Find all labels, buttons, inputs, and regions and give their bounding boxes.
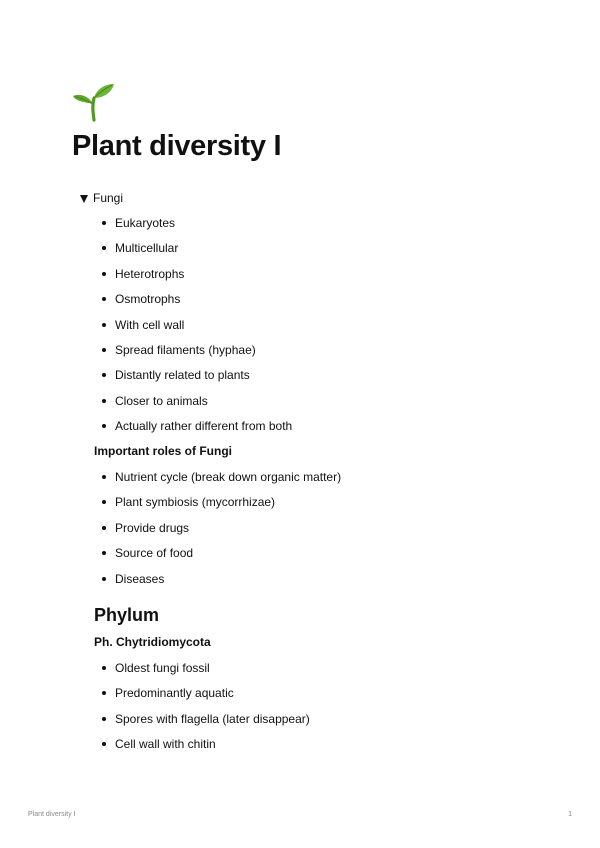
list-item: Heterotrophs bbox=[94, 264, 292, 284]
seedling-icon bbox=[72, 82, 116, 122]
list-item: Spores with flagella (later disappear) bbox=[94, 709, 310, 729]
footer-title: Plant diversity I bbox=[28, 811, 76, 818]
list-item: Cell wall with chitin bbox=[94, 734, 310, 754]
list-item: Actually rather different from both bbox=[94, 416, 292, 436]
chytridiomycota-list bbox=[94, 658, 310, 760]
page-number: 1 bbox=[568, 811, 572, 818]
list-item: Predominantly aquatic bbox=[94, 683, 310, 703]
list-item: With cell wall bbox=[94, 315, 292, 335]
list-item: Osmotrophs bbox=[94, 289, 292, 309]
list-item: Diseases bbox=[94, 569, 341, 589]
list-item: Nutrient cycle (break down organic matter) bbox=[94, 467, 341, 487]
list-item: Source of food bbox=[94, 543, 341, 563]
list-item: Distantly related to plants bbox=[94, 365, 292, 385]
phylum-heading: Phylum bbox=[94, 605, 160, 625]
toggle-label: Fungi bbox=[93, 191, 124, 205]
triangle-down-icon[interactable] bbox=[80, 195, 88, 203]
list-item: Eukaryotes bbox=[94, 213, 292, 233]
page-title: Plant diversity I bbox=[72, 130, 282, 162]
list-item: Spread filaments (hyphae) bbox=[94, 340, 292, 360]
phylum-subheading: Ph. Chytridiomycota bbox=[94, 635, 211, 649]
toggle-fungi[interactable] bbox=[80, 188, 123, 208]
list-item: Plant symbiosis (mycorrhizae) bbox=[94, 492, 341, 512]
roles-heading: Important roles of Fungi bbox=[94, 444, 232, 458]
list-item: Provide drugs bbox=[94, 518, 341, 538]
list-item: Oldest fungi fossil bbox=[94, 658, 310, 678]
fungi-traits-list bbox=[94, 213, 292, 442]
fungi-roles-list bbox=[94, 467, 341, 594]
list-item: Multicellular bbox=[94, 238, 292, 258]
list-item: Closer to animals bbox=[94, 391, 292, 411]
